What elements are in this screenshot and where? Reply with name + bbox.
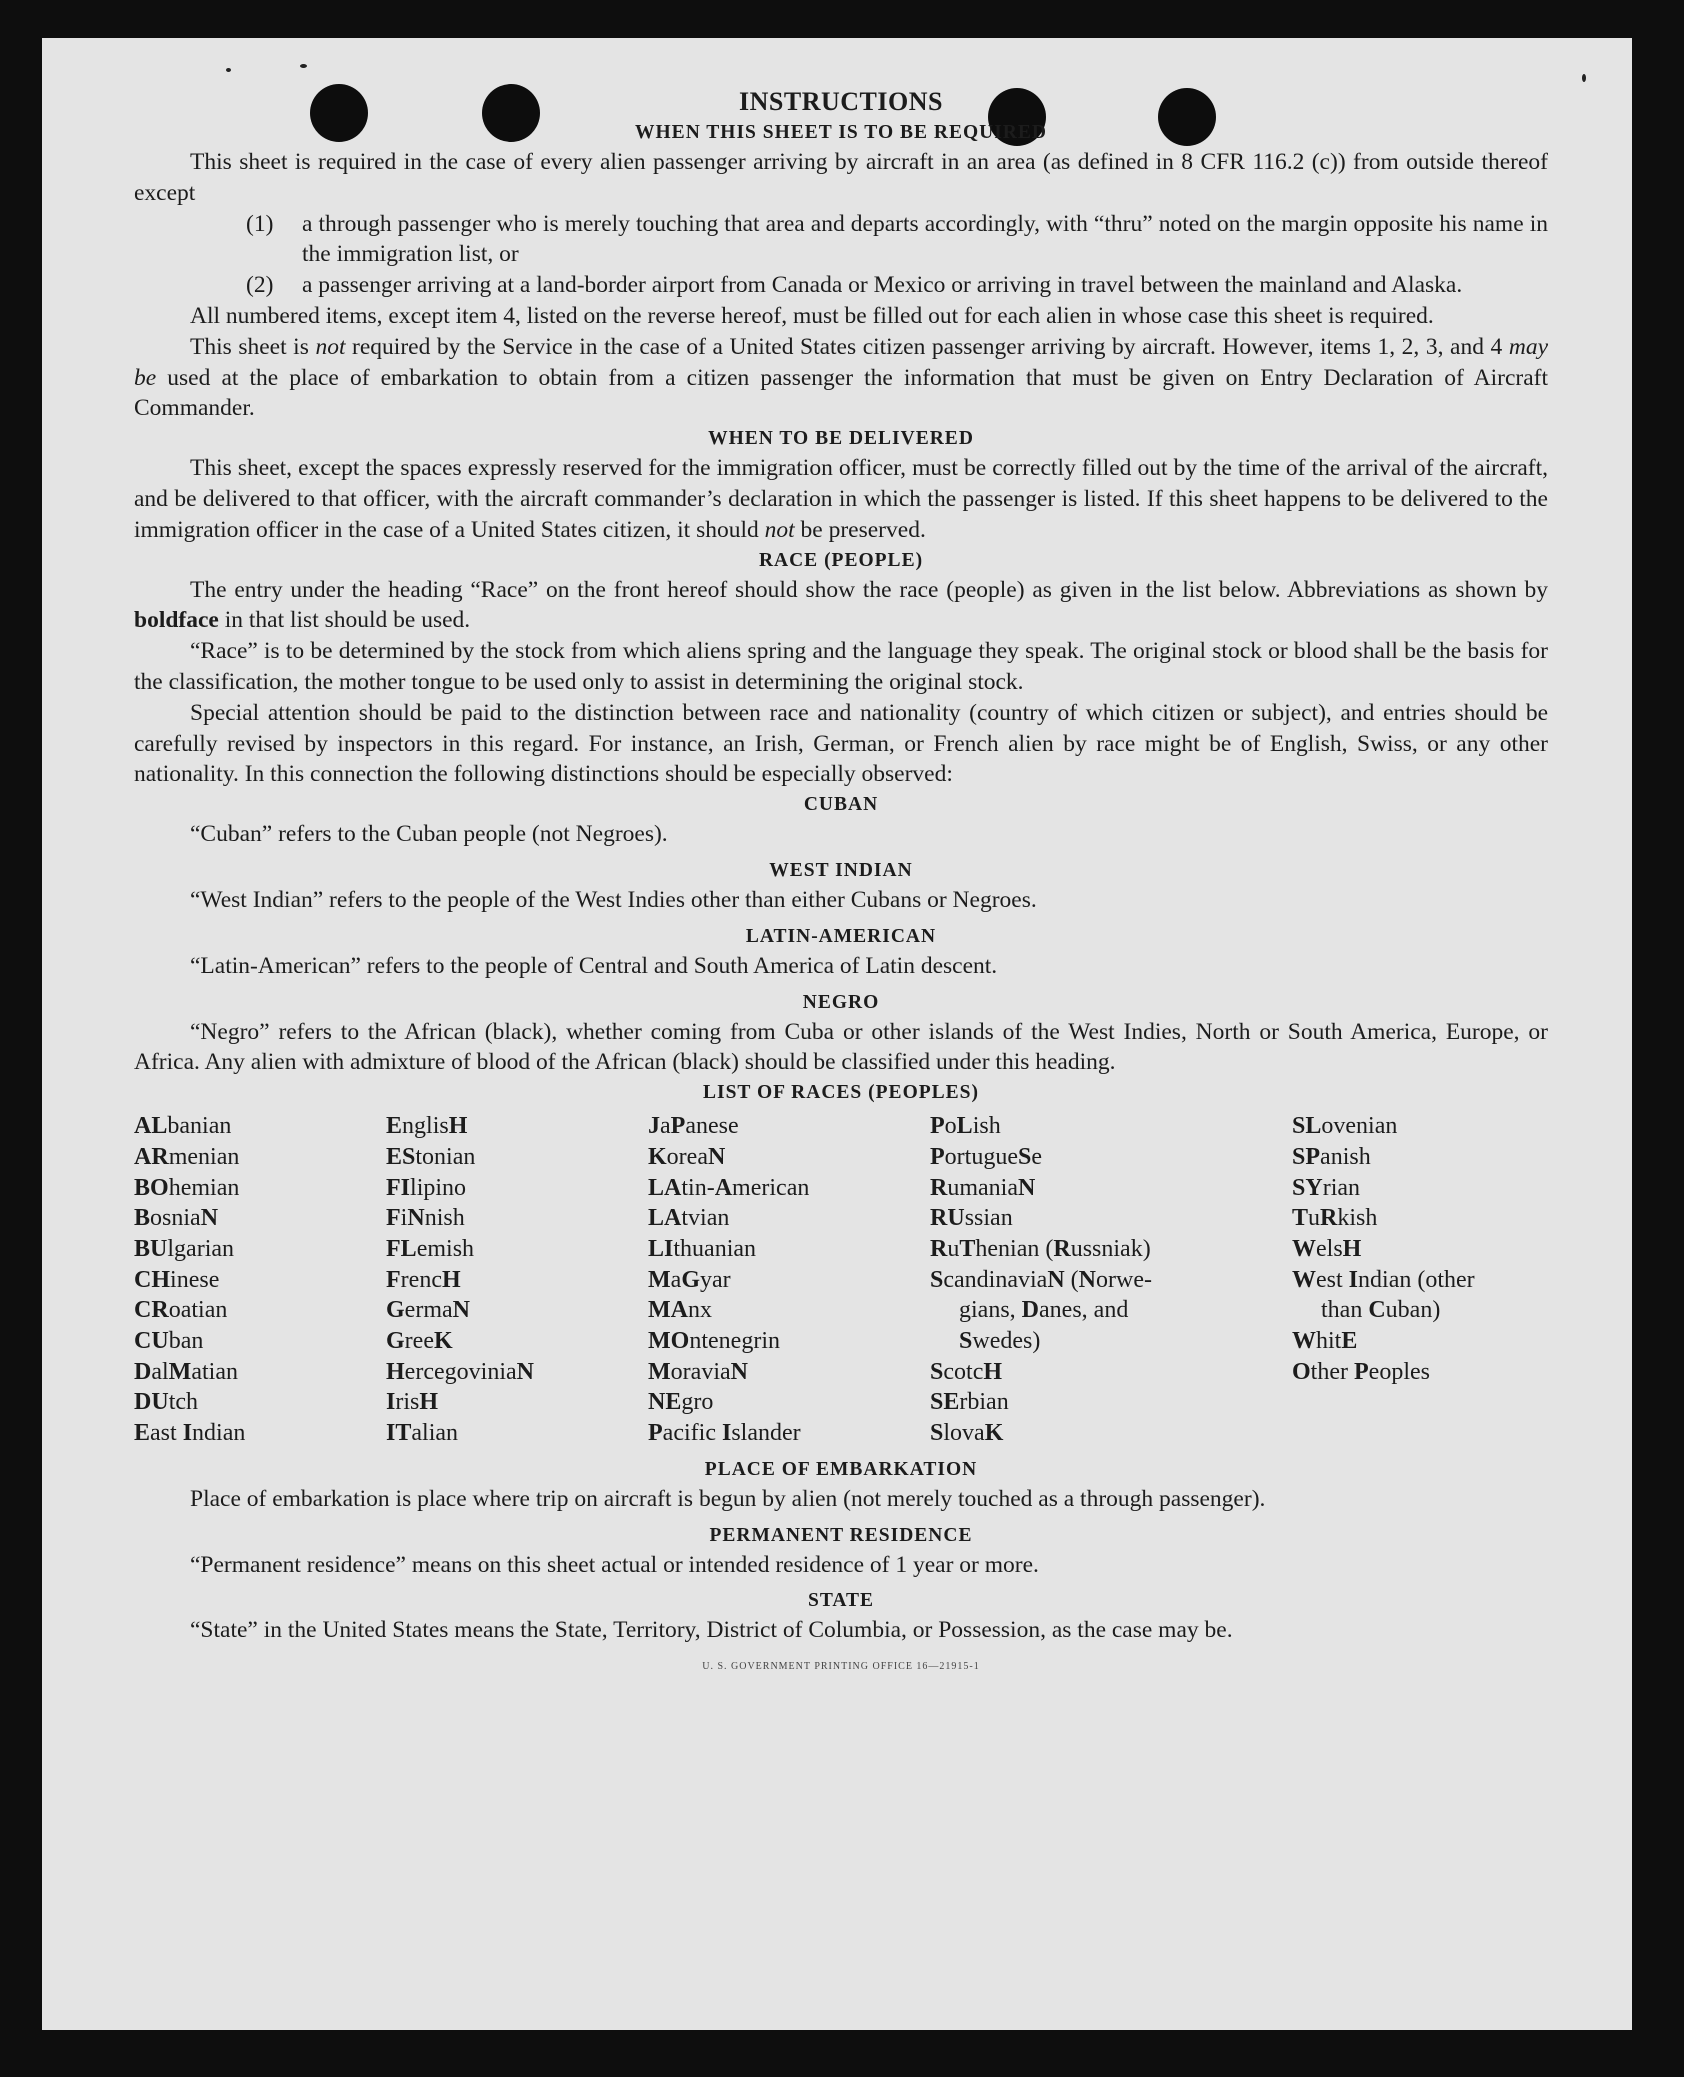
section-heading: PLACE OF EMBARKATION [704, 1458, 978, 1480]
race-item: BOhemian [134, 1174, 240, 1201]
section-heading: WHEN THIS SHEET IS TO BE REQUIRED [635, 122, 1047, 143]
text-run: This sheet is [190, 333, 316, 360]
speck [226, 68, 231, 72]
paragraph [134, 332, 1548, 424]
paragraph: “State” in the United States means the State, Territory, District of Columbia, or Possession, as the case may be. [190, 1617, 1233, 1644]
section-heading: RACE (PEOPLE) [758, 549, 924, 571]
race-item: Pacific Islander [648, 1420, 801, 1447]
race-item: SPanish [1292, 1143, 1371, 1170]
section-heading: WHEN TO BE DELIVERED [708, 428, 974, 450]
race-item: GreeK [386, 1328, 453, 1355]
race-item: East Indian [134, 1420, 246, 1447]
race-item: SErbian [930, 1389, 1009, 1416]
race-column [1292, 1111, 1548, 1449]
section-heading: STATE [807, 1590, 875, 1612]
race-item: RUssian [930, 1205, 1013, 1232]
race-item: PoLish [930, 1113, 1001, 1140]
race-item: SYrian [1292, 1174, 1361, 1201]
race-item: LAtvian [648, 1205, 730, 1232]
paragraph: All numbered items, except item 4, listed on the reverse hereof, must be filled out for each alien in whose case this sheet is required. [190, 302, 1434, 329]
race-item: gians, Danes, and [959, 1297, 1129, 1324]
list-item [134, 209, 1548, 271]
paragraph [134, 575, 1548, 637]
race-item: ScandinaviaN (Norwe- [930, 1266, 1153, 1293]
section-heading: PERMANENT RESIDENCE [709, 1524, 973, 1546]
text-run: be preserved. [794, 516, 926, 543]
paragraph: Special attention should be paid to the distinction between race and nationality (country of which citizen or subject), and entries should be carefully revised by inspectors in this regard. For instance, an Irish, German, or French alien by race might be of English, Swiss, or any other nationality. In this connection the following distinctions should be especially observed: [134, 699, 1548, 788]
text-run: The entry under the heading “Race” on the front hereof should show the race (people) as given in the list below. Abbreviations as shown by [190, 576, 1548, 603]
race-column [930, 1111, 1292, 1449]
race-item: ITalian [386, 1420, 459, 1447]
document-sheet [42, 38, 1632, 2030]
race-item: ScotcH [930, 1358, 1003, 1385]
race-item: JaPanese [648, 1113, 739, 1140]
paragraph: This sheet is required in the case of every alien passenger arriving by aircraft in an area (as defined in 8 CFR 116.2 (c)) from outside thereof except [134, 149, 1548, 206]
race-item: West Indian (other [1292, 1266, 1475, 1293]
text-run: used at the place of embarkation to obtain from a citizen passenger the information that must be given on Entry Declaration of Aircraft Commander. [134, 364, 1548, 422]
race-item: BosniaN [134, 1205, 219, 1232]
race-item: TuRkish [1292, 1205, 1378, 1232]
race-list [134, 1111, 1548, 1449]
race-item: MaGyar [648, 1266, 731, 1293]
race-item: Other Peoples [1292, 1358, 1430, 1385]
race-item: KoreaN [648, 1143, 726, 1170]
printer-imprint: U. S. GOVERNMENT PRINTING OFFICE 16—21915-1 [702, 1661, 980, 1673]
item-text: a through passenger who is merely touching that area and departs accordingly, with “thru” noted on the margin opposite his name in the immigration list, or [302, 210, 1548, 268]
race-item: MoraviaN [648, 1358, 748, 1385]
race-item: BUlgarian [134, 1235, 235, 1262]
race-item: CUban [134, 1328, 204, 1355]
paragraph: “Cuban” refers to the Cuban people (not Negroes). [190, 821, 668, 848]
race-item: CRoatian [134, 1297, 228, 1324]
race-item: RumaniaN [930, 1174, 1036, 1201]
section-heading: LIST OF RACES (PEOPLES) [702, 1082, 979, 1104]
italic-run: not [764, 516, 795, 543]
race-item: MOntenegrin [648, 1328, 780, 1355]
race-item: IrisH [386, 1389, 439, 1416]
race-item: DUtch [134, 1389, 199, 1416]
text-run: This sheet, except the spaces expressly reserved for the immigration officer, must be correctly filled out by the time of the arrival of the aircraft, and be delivered to that officer, with the aircraft commander’s declaration in which the passenger is listed. If this sheet happens to be delivered to the immigration officer in the case of a United States citizen, it should [134, 455, 1548, 543]
race-item: NEgro [648, 1389, 714, 1416]
item-text: a passenger arriving at a land-border airport from Canada or Mexico or arriving in travel between the mainland and Alaska. [302, 272, 1463, 299]
paragraph: “Race” is to be determined by the stock from which aliens spring and the language they speak. The original stock or blood shall be the basis for the classification, the mother tongue to be used only to assist in determining the original stock. [134, 638, 1548, 695]
race-item: CHinese [134, 1266, 220, 1293]
paragraph: “Latin-American” refers to the people of Central and South America of Latin descent. [190, 952, 998, 979]
speck [1582, 74, 1586, 82]
list-item [134, 270, 1548, 301]
bold-run: boldface [134, 607, 219, 634]
race-item: SLovenian [1292, 1113, 1398, 1140]
race-item: FiNnish [386, 1205, 465, 1232]
race-item: WhitE [1292, 1328, 1358, 1355]
race-item: SlovaK [930, 1420, 1004, 1447]
section-heading: WEST INDIAN [769, 859, 913, 881]
race-item: than Cuban) [1321, 1297, 1441, 1324]
race-item: MAnx [648, 1297, 712, 1324]
item-number: (2) [246, 272, 274, 299]
item-number: (1) [246, 210, 274, 237]
italic-run: not [315, 333, 346, 360]
race-item: FrencH [386, 1266, 461, 1293]
race-item: EnglisH [386, 1113, 468, 1140]
race-item: Swedes) [959, 1328, 1041, 1355]
paragraph: Place of embarkation is place where trip on aircraft is begun by alien (not merely touched as a through passenger). [190, 1485, 1266, 1512]
speck [300, 64, 307, 68]
paragraph: “Negro” refers to the African (black), whether coming from Cuba or other islands of the West Indies, North or South America, Europe, or Africa. Any alien with admixture of blood of the African (black) should be classified under this heading. [134, 1018, 1548, 1076]
paragraph: “Permanent residence” means on this sheet actual or intended residence of 1 year or more. [190, 1551, 1039, 1578]
race-item: LIthuanian [648, 1235, 757, 1262]
race-item: WelsH [1292, 1235, 1362, 1262]
race-item: ARmenian [134, 1143, 240, 1170]
race-item: FIlipino [386, 1174, 467, 1201]
page-title: INSTRUCTIONS [739, 87, 943, 116]
race-item: ALbanian [134, 1113, 232, 1140]
race-item: LAtin-American [648, 1174, 810, 1201]
italic-run: may be [134, 333, 1548, 391]
race-item: DalMatian [134, 1358, 238, 1385]
section-heading: LATIN-AMERICAN [745, 925, 937, 947]
race-item: FLemish [386, 1235, 475, 1262]
section-heading: CUBAN [803, 794, 879, 816]
text-run: in that list should be used. [218, 607, 471, 634]
race-column [134, 1111, 386, 1449]
race-item: GermaN [386, 1297, 470, 1324]
race-item: RuThenian (Russniak) [930, 1235, 1151, 1262]
section-heading: NEGRO [802, 991, 880, 1013]
race-item: EStonian [386, 1143, 476, 1170]
race-item: HercegoviniaN [386, 1358, 534, 1385]
document-body [134, 86, 1548, 1683]
paragraph: “West Indian” refers to the people of the West Indies other than either Cubans or Negroes. [190, 886, 1037, 913]
race-column [386, 1111, 648, 1449]
race-column [648, 1111, 930, 1449]
text-run: required by the Service in the case of a United States citizen passenger arriving by aircraft. However, items 1, 2, 3, and 4 [345, 333, 1509, 360]
paragraph [134, 453, 1548, 545]
race-item: PortugueSe [930, 1143, 1043, 1170]
